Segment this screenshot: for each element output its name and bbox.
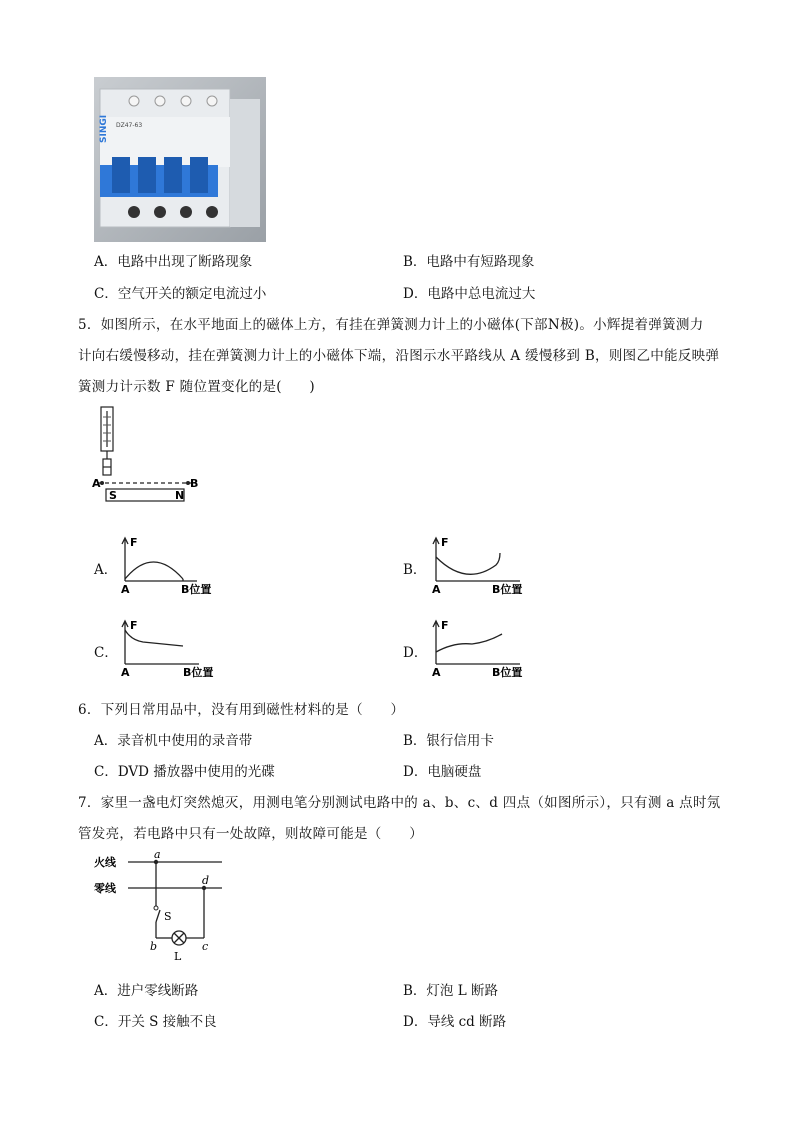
q5-option-a[interactable]: A．: [94, 562, 118, 578]
graph-a-axis-f: F: [130, 536, 138, 549]
graph-d-axis-f: F: [441, 619, 449, 632]
lamp-l-label: L: [174, 950, 182, 962]
fig5-label-a: A: [92, 477, 101, 490]
q4-option-a[interactable]: A．电路中出现了断路现象: [94, 254, 253, 270]
q6-option-c[interactable]: C．DVD 播放器中使用的光碟: [94, 764, 275, 780]
fig5-label-b: B: [190, 477, 199, 490]
household-circuit-figure: [94, 850, 229, 962]
circuit-breaker-image: [94, 77, 266, 242]
q5-option-c[interactable]: C．: [94, 645, 118, 661]
q4-option-d[interactable]: D．电路中总电流过大: [403, 286, 536, 302]
q5-stem-line3: 簧测力计示数 F 随位置变化的是( ): [78, 379, 315, 395]
magnet-s-label: S: [109, 489, 117, 502]
graph-b-x-start: A: [432, 583, 441, 596]
q5-stem-line2: 计向右缓慢移动，挂在弹簧测力计上的小磁体下端，沿图示水平路线从 A 缓慢移到 B，则图乙中能反映弹: [78, 348, 720, 364]
q7-option-a[interactable]: A．进户零线断路: [94, 983, 199, 999]
q5-option-d[interactable]: D．: [403, 645, 428, 661]
q7-option-d[interactable]: D．导线 cd 断路: [403, 1014, 507, 1030]
switch-s-label: S: [164, 910, 172, 923]
live-wire-label: 火线: [94, 856, 116, 869]
q7-option-b[interactable]: B．灯泡 L 断路: [403, 983, 498, 999]
point-a-label: a: [154, 850, 161, 861]
graph-c-x-start: A: [121, 666, 130, 679]
breaker-brand: SINGI: [99, 114, 109, 143]
graph-option-d: [428, 618, 538, 680]
graph-d-x-end: B位置: [492, 666, 523, 679]
q7-option-c[interactable]: C．开关 S 接触不良: [94, 1014, 217, 1030]
q7-stem-line2: 管发亮，若电路中只有一处故障，则故障可能是（ ）: [78, 826, 423, 842]
graph-c-x-end: B位置: [183, 666, 214, 679]
q4-option-c[interactable]: C．空气开关的额定电流过小: [94, 286, 267, 302]
point-b-label: b: [150, 940, 158, 953]
neutral-wire-label: 零线: [94, 882, 116, 895]
graph-a-x-end: B位置: [181, 583, 212, 596]
graph-option-b: [428, 535, 538, 597]
magnet-n-label: N: [175, 489, 185, 502]
point-c-label: c: [202, 940, 209, 953]
q5-option-b[interactable]: B．: [403, 562, 427, 578]
q6-option-b[interactable]: B．银行信用卡: [403, 733, 494, 749]
graph-option-a: [117, 535, 217, 597]
q7-stem-line1: 7．家里一盏电灯突然熄灭，用测电笔分别测试电路中的 a、b、c、d 四点（如图所示），只有测 a 点时氖: [78, 795, 721, 811]
graph-b-axis-f: F: [441, 536, 449, 549]
graph-d-x-start: A: [432, 666, 441, 679]
graph-c-axis-f: F: [130, 619, 138, 632]
q6-stem: 6．下列日常用品中，没有用到磁性材料的是（ ）: [78, 702, 405, 718]
graph-b-x-end: B位置: [492, 583, 523, 596]
graph-a-x-start: A: [121, 583, 130, 596]
breaker-model: DZ47-63: [116, 122, 143, 129]
graph-option-c: [117, 618, 227, 680]
q6-option-a[interactable]: A．录音机中使用的录音带: [94, 733, 253, 749]
q5-stem-line1: 5．如图所示，在水平地面上的磁体上方，有挂在弹簧测力计上的小磁体(下部N极)。小辉提着弹簧测力: [78, 317, 704, 333]
point-d-label: d: [202, 874, 210, 887]
q6-option-d[interactable]: D．电脑硬盘: [403, 764, 482, 780]
spring-magnet-figure: [92, 405, 212, 505]
q4-option-b[interactable]: B．电路中有短路现象: [403, 254, 535, 270]
